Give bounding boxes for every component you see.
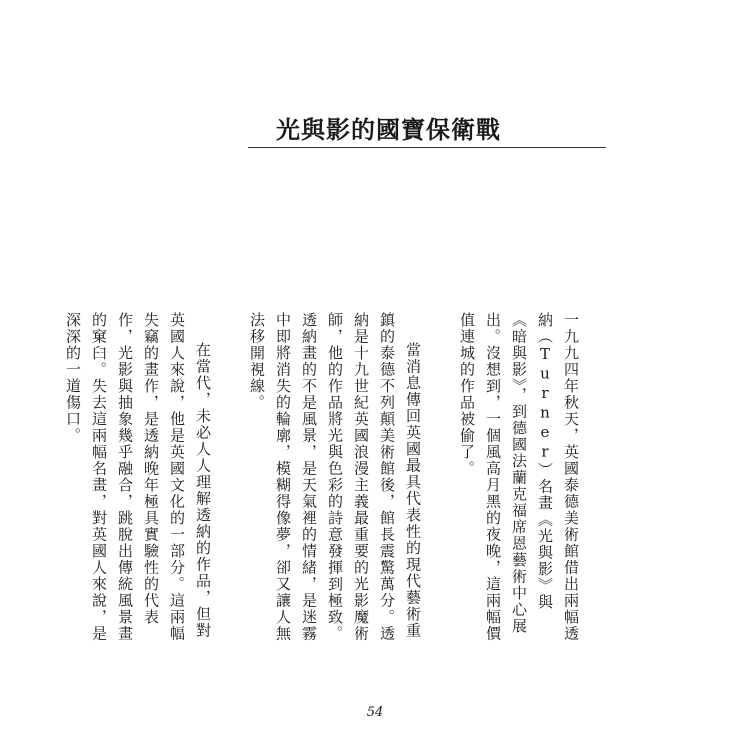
paragraph-spacer — [426, 312, 454, 642]
paragraph-3: 在當代，未必人人理解透納的作品，但對英國人來說，他是英國文化的一部分。這兩幅失竊的畫作，是透納晚年極具實驗性的代表作，光影與抽象幾乎融合，跳脫出傳統風景畫的窠臼。失去這兩幅名畫，對英國人來說，是深深的一道傷口。 — [64, 312, 212, 642]
body-text — [64, 312, 584, 642]
paragraph-1: 一九九四年秋天，英國泰德美術館借出兩幅透納（Turner）名畫《光與影》與《暗與影》，到德國法蘭克福席恩藝術中心展出。沒想到，一個風高月黑的夜晚，這兩幅價值連城的作品被偷了。 — [458, 312, 580, 642]
paragraph-spacer — [216, 312, 244, 642]
title-underline — [248, 147, 606, 148]
page-number: 54 — [366, 705, 384, 720]
chapter-title: 光與影的國寶保衛戰 — [276, 115, 501, 144]
paragraph-2: 當消息傳回英國最具代表性的現代藝術重鎮的泰德不列顛美術館後，館長震驚萬分。透納是十九世紀英國浪漫主義最重要的光影魔術師，他的作品將光與色彩的詩意發揮到極致。透納畫的不是風景，是天氣裡的情緒，是迷霧中即將消失的輪廓，模糊得像夢，卻又讓人無法移開視線。 — [248, 312, 422, 642]
